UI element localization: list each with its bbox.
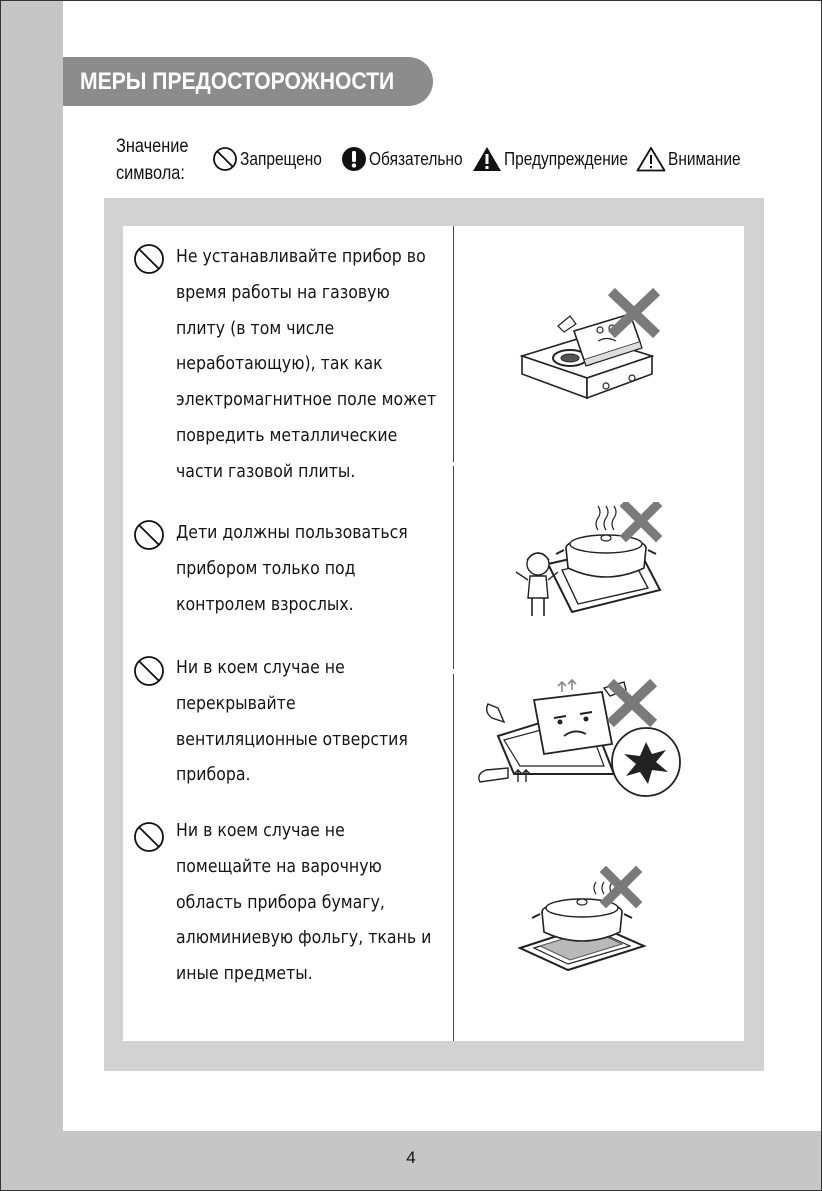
section-title: МЕРЫ ПРЕДОСТОРОЖНОСТИ — [80, 68, 395, 95]
prohibited-icon — [212, 146, 238, 172]
column-divider — [453, 466, 454, 669]
mandatory-icon — [341, 146, 367, 172]
prohibited-icon — [133, 519, 165, 551]
blocked-vents-illustration — [474, 678, 686, 804]
page-number: 4 — [406, 1148, 416, 1167]
cooker-on-gas-stove-illustration — [512, 286, 662, 416]
foil-under-pot-illustration — [512, 866, 652, 976]
legend-label-mandatory: Обязательно — [369, 148, 463, 169]
prohibited-icon — [133, 243, 165, 275]
legend-item-prohibited — [212, 145, 335, 173]
legend-item-mandatory — [341, 145, 478, 173]
legend-item-caution — [636, 145, 752, 173]
legend-label-prohibited: Запрещено — [240, 148, 322, 169]
warning-filled-icon — [472, 146, 502, 172]
legend-label: Значение символа: — [116, 136, 189, 184]
precaution-text: Дети должны пользоваться прибором только под контролем взрослых. — [176, 523, 408, 615]
left-margin-band — [0, 0, 63, 1191]
precaution-text: Ни в коем случае не помещайте на варочную область прибора бумагу, алюминиевую фольгу, ткань и иные предметы. — [176, 821, 432, 985]
child-near-cooker-illustration — [508, 502, 668, 622]
precaution-text: Ни в коем случае не перекрывайте вентиляционные отверстия прибора. — [176, 658, 408, 786]
legend-item-warning — [472, 145, 648, 173]
prohibited-icon — [133, 655, 165, 687]
column-divider — [453, 674, 454, 1041]
legend-label-warning: Предупреждение — [504, 148, 629, 169]
precaution-text: Не устанавливайте прибор во время работы на газовую плиту (в том числе неработающую), так как электромагнитное поле может повредить металлические части газовой плиты. — [176, 247, 437, 482]
caution-outline-icon — [636, 146, 666, 172]
legend-label-caution: Внимание — [668, 148, 741, 169]
prohibited-icon — [133, 821, 165, 853]
column-divider — [453, 226, 454, 462]
